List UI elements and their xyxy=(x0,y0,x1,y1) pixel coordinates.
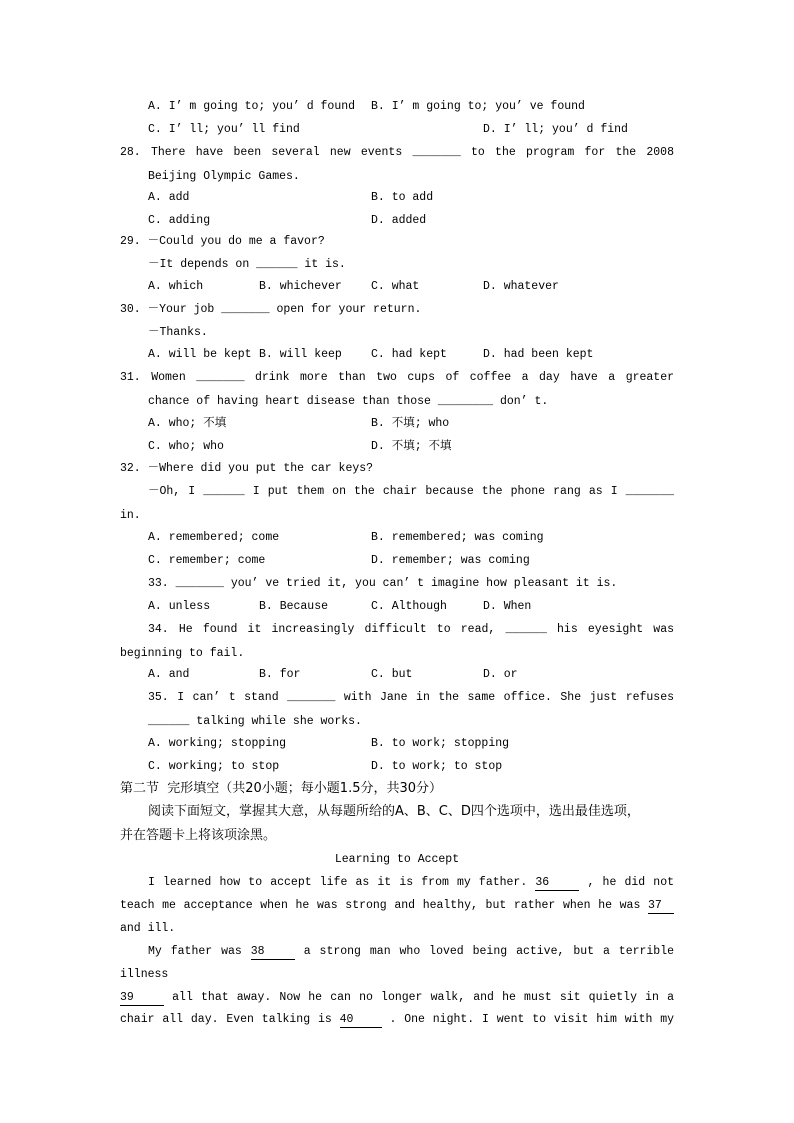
q33-option-a: A. unless xyxy=(148,600,211,613)
q32-stem-text-1: －Where did you put the car keys? xyxy=(147,462,374,475)
q33-stem-text-1: _______ you’ ve tried it, you can’ t imagine how pleasant it is. xyxy=(175,577,618,590)
blank-38: 38 xyxy=(251,945,295,960)
passage-line-1-before: I learned how to accept life as it is from my father. xyxy=(148,876,528,889)
section-instructions-line-1: 阅读下面短文，掌握其大意，从每题所给的A、B、C、D四个选项中，选出最佳选项， xyxy=(148,804,640,819)
q27-option-a: A. I’ m going to; you’ d found xyxy=(148,100,356,113)
passage-line-3: and ill. xyxy=(120,922,176,935)
q28-options-row-cd xyxy=(0,213,794,229)
passage-line-2 xyxy=(120,898,674,914)
q34-option-b: B. for xyxy=(259,668,301,681)
q35-stem-text-1: I can’ t stand _______ with Jane in the same office. She just refuses xyxy=(177,691,674,704)
q31-options-row-ab xyxy=(0,416,794,432)
q29-number: 29. xyxy=(120,235,141,248)
q33-option-d: D. When xyxy=(483,600,532,613)
q35-stem-line-1 xyxy=(148,690,674,706)
q29-option-d: D. whatever xyxy=(483,280,559,293)
q32-options-row-cd xyxy=(0,553,794,569)
q31-option-a: A. who; 不填 xyxy=(148,417,227,430)
q34-stem-line-1 xyxy=(148,622,674,638)
q28-number: 28. xyxy=(120,146,141,159)
q31-stem-line-1 xyxy=(120,370,674,386)
q30-stem-text-1: －Your job _______ open for your return. xyxy=(147,303,422,316)
q33-options-row xyxy=(0,599,794,615)
passage-title: Learning to Accept xyxy=(334,853,460,866)
q34-stem-text-1: He found it increasingly difficult to read, ______ his eyesight was xyxy=(178,623,674,636)
q32-options-row-ab xyxy=(0,530,794,546)
q29-stem-line-2: －It depends on ______ it is. xyxy=(148,258,346,271)
q28-option-b: B. to add xyxy=(371,191,434,204)
q27-option-b: B. I’ m going to; you’ ve found xyxy=(371,100,585,113)
q27-option-c: C. I’ ll; you’ ll find xyxy=(148,123,300,136)
q31-options-row-cd xyxy=(0,439,794,455)
blank-39: 39 xyxy=(120,991,164,1006)
q32-stem-line-1 xyxy=(120,461,373,477)
section-instructions-line-2: 并在答题卡上将该项涂黑。 xyxy=(120,828,277,843)
q31-stem-line-2: chance of having heart disease than those ________ don’ t. xyxy=(148,395,549,408)
passage-line-7 xyxy=(120,1012,674,1028)
q34-option-a: A. and xyxy=(148,668,190,681)
q33-stem-line-1 xyxy=(148,576,617,592)
passage-line-2-before: teach me acceptance when he was strong and healthy, but rather when he was xyxy=(120,899,641,912)
q35-option-a: A. working; stopping xyxy=(148,737,287,750)
q35-option-d: D. to work; to stop xyxy=(371,760,503,773)
blank-37: 37 xyxy=(648,899,674,914)
q27-option-d: D. I’ ll; you’ d find xyxy=(483,123,628,136)
q28-option-a: A. add xyxy=(148,191,190,204)
q28-options-row-ab xyxy=(0,190,794,206)
q34-stem-line-2: beginning to fail. xyxy=(120,647,245,660)
q32-option-d: D. remember; was coming xyxy=(371,554,530,567)
q31-option-c: C. who; who xyxy=(148,440,224,453)
q35-option-c: C. working; to stop xyxy=(148,760,280,773)
q32-option-c: C. remember; come xyxy=(148,554,266,567)
q33-option-c: C. Although xyxy=(371,600,447,613)
q28-stem-line-1 xyxy=(120,145,674,161)
passage-line-6-after: all that away. Now he can no longer walk, and he must sit quietly in a xyxy=(172,991,674,1004)
passage-line-4-after: a strong man who loved being active, but a terrible xyxy=(303,945,675,958)
q33-number: 33. xyxy=(148,577,169,590)
q30-option-b: B. will keep xyxy=(259,348,342,361)
q35-stem-line-2: ______ talking while she works. xyxy=(148,715,362,728)
q31-option-d: D. 不填; 不填 xyxy=(371,440,452,453)
q30-options-row xyxy=(0,347,794,363)
q34-number: 34. xyxy=(148,623,169,636)
passage-line-6 xyxy=(120,990,674,1006)
q28-stem-line-2: Beijing Olympic Games. xyxy=(148,170,300,183)
q35-option-b: B. to work; stopping xyxy=(371,737,510,750)
q28-option-c: C. adding xyxy=(148,214,211,227)
q30-option-d: D. had been kept xyxy=(483,348,594,361)
q28-stem-text-1: There have been several new events _______ to the program for the 2008 xyxy=(150,146,674,159)
q34-option-c: C. but xyxy=(371,668,413,681)
passage-line-7-before: chair all day. Even talking is xyxy=(120,1013,332,1026)
q34-option-d: D. or xyxy=(483,668,518,681)
q29-option-b: B. whichever xyxy=(259,280,342,293)
q32-option-b: B. remembered; was coming xyxy=(371,531,544,544)
passage-line-5: illness xyxy=(120,968,169,981)
q35-options-row-cd xyxy=(0,759,794,775)
q32-option-a: A. remembered; come xyxy=(148,531,280,544)
q30-option-c: C. had kept xyxy=(371,348,447,361)
q34-options-row xyxy=(0,667,794,683)
q32-number: 32. xyxy=(120,462,141,475)
passage-line-7-after: . One night. I went to visit him with my xyxy=(389,1013,675,1026)
q29-stem-line-1 xyxy=(120,234,325,250)
q33-option-b: B. Because xyxy=(259,600,329,613)
passage-line-4-before: My father was xyxy=(148,945,242,958)
blank-36: 36 xyxy=(535,876,579,891)
q31-stem-text-1: Women _______ drink more than two cups of coffee a day have a greater xyxy=(151,371,674,384)
q32-stem-line-2: －Oh, I ______ I put them on the chair because the phone rang as I _______ xyxy=(148,485,674,498)
q32-stem-line-3: in. xyxy=(120,509,141,522)
passage-line-1-after: , he did not xyxy=(587,876,675,889)
q31-option-b: B. 不填; who xyxy=(371,417,450,430)
q35-number: 35. xyxy=(148,691,169,704)
q35-options-row-ab xyxy=(0,736,794,752)
q30-stem-line-1 xyxy=(120,302,421,318)
q28-option-d: D. added xyxy=(371,214,427,227)
q27-options-row-ab xyxy=(0,99,794,115)
q29-option-c: C. what xyxy=(371,280,420,293)
q29-option-a: A. which xyxy=(148,280,204,293)
q30-stem-line-2: －Thanks. xyxy=(148,326,208,339)
q30-option-a: A. will be kept xyxy=(148,348,252,361)
q27-options-row-cd xyxy=(0,122,794,138)
blank-40: 40 xyxy=(340,1013,382,1028)
q29-stem-text-1: －Could you do me a favor? xyxy=(147,235,325,248)
q31-number: 31. xyxy=(120,371,141,384)
q29-options-row xyxy=(0,279,794,295)
passage-line-4 xyxy=(148,944,674,960)
passage-line-1 xyxy=(148,875,674,891)
section-heading: 第二节 完形填空（共20小题；每小题1.5分，共30分） xyxy=(120,781,443,796)
q30-number: 30. xyxy=(120,303,141,316)
